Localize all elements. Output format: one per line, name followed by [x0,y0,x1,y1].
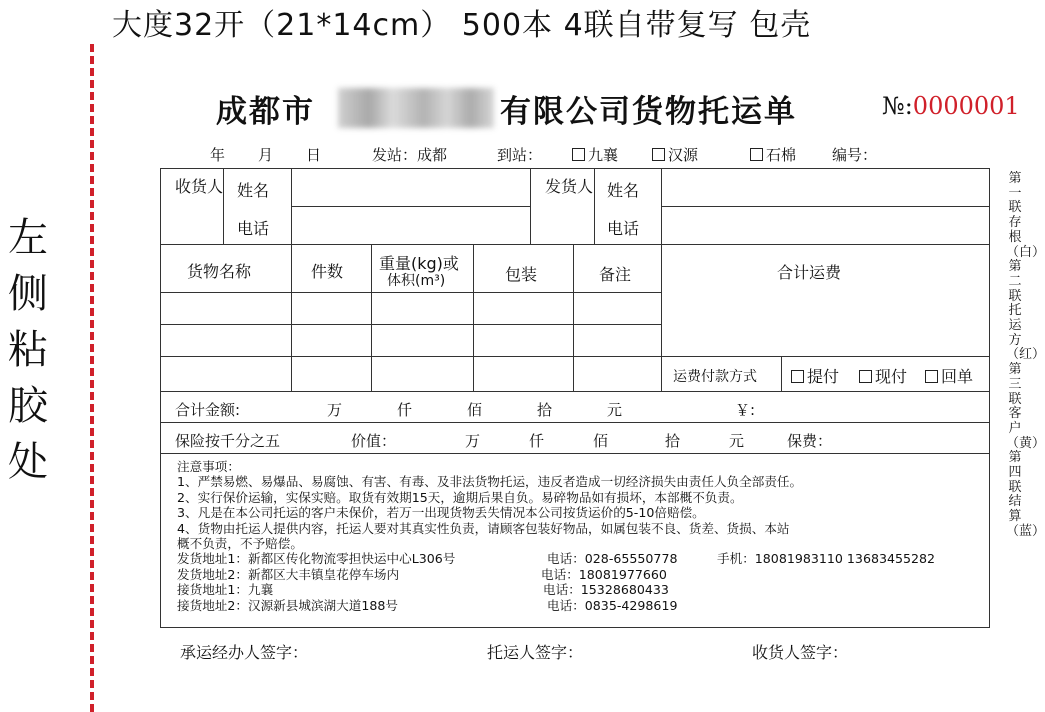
side-glue-label: 左侧粘胶处 [8,215,48,485]
shipper-name-label: 姓名 [607,181,640,200]
divider [161,391,990,392]
divider [573,244,574,391]
col-packing: 包装 [505,265,538,284]
insurance-bai: 佰 [593,432,609,450]
glue-cut-line [90,44,94,712]
pay-cash-label: 现付 [875,367,908,386]
pay-on-delivery-checkbox[interactable] [791,364,839,387]
divider [161,292,661,293]
col-weight-line2: 体积(m³) [387,273,446,289]
insurance-qian: 仟 [529,432,545,450]
divider [473,244,474,391]
pay-on-delivery-label: 提付 [807,367,840,386]
divider [661,169,662,391]
col-pieces: 件数 [311,262,344,281]
insurance-shi: 拾 [665,432,681,450]
ship-address-2: 发货地址2：新都区大丰镇皇花停车场内 [177,566,400,582]
consignor-signature-label: 托运人签字： [487,643,584,662]
divider [291,206,530,207]
divider [291,244,292,391]
consignee-phone-label: 电话 [237,219,270,238]
title-prefix: 成都市 [216,94,315,130]
amount-bai: 佰 [467,401,483,419]
ship-address-2-phone: 电话：18081977660 [541,566,667,582]
divider [161,356,661,357]
insurance-yuan: 元 [729,432,745,450]
address-row-4 [177,598,802,613]
checkbox-icon [925,370,938,383]
checkbox-icon [750,148,763,161]
dest-hanyuan-checkbox[interactable] [652,144,698,165]
note-4b: 概不负责，不予赔偿。 [177,536,303,552]
receive-address-2: 接货地址2：汉源新县城滨湖大道188号 [177,597,398,613]
dest-shimian-checkbox[interactable] [750,144,796,165]
serial-code-label: 编号： [832,146,878,164]
serial-number-value: 0000001 [912,92,1020,120]
insurance-value-label: 价值： [351,432,397,450]
from-station: 发站：成都 [372,146,448,164]
consignee-name-label: 姓名 [237,181,270,200]
dest-shimian-label: 石棉 [766,146,797,164]
dest-jiuxiang-checkbox[interactable] [572,144,618,165]
divider [291,169,292,244]
amount-yuan: 元 [607,401,623,419]
notes-block [177,459,936,613]
note-2: 2、实行保价运输，实保实赔。取货有效期15天，逾期后果自负。易碎物品如有损坏，本部概不负责。 [177,489,743,505]
carrier-signature-label: 承运经办人签字： [180,643,309,662]
dest-hanyuan-label: 汉源 [668,146,699,164]
amount-shi: 拾 [537,401,553,419]
waybill-form [160,168,990,628]
dest-jiuxiang-label: 九襄 [588,146,619,164]
divider [594,169,595,244]
insurance-wan: 万 [465,432,481,450]
receive-address-1-phone: 电话：15328680433 [543,582,669,598]
divider [223,169,224,244]
to-station-label: 到站： [497,146,543,164]
pay-receipt-checkbox[interactable] [925,364,973,387]
amount-yen: ￥: [735,401,756,419]
payment-method-label: 运费付款方式 [673,369,757,385]
print-spec: 大度32开（21*14cm） 500本 4联自带复写 包壳 [112,8,812,43]
notes-title: 注意事项： [177,459,240,474]
divider [161,453,990,454]
amount-qian: 仟 [397,401,413,419]
title-suffix: 有限公司货物托运单 [500,94,797,130]
ship-address-1: 发货地址1：新都区传化物流零担快运中心L306号 [177,551,456,567]
divider [161,422,990,423]
col-remarks: 备注 [599,265,632,284]
consignee-signature-label: 收货人签字： [752,643,849,662]
pay-cash-checkbox[interactable] [859,364,907,387]
address-row-2 [177,567,802,582]
checkbox-icon [572,148,585,161]
blurred-company-name [338,88,494,128]
divider [530,169,531,244]
total-amount-label: 合计金额: [175,401,241,419]
address-row-1 [177,551,936,567]
divider [781,356,782,391]
divider [371,244,372,391]
checkbox-icon [859,370,872,383]
serial-number-label: №: [882,92,913,120]
divider [661,356,990,357]
ship-address-1-mobile: 手机：18081983110 13683455282 [717,551,936,567]
serial-number [882,92,1020,120]
note-3: 3、凡是在本公司托运的客户未保价，若万一出现货物丢失情况本公司按货运价的5-10倍赔偿。 [177,505,705,521]
amount-wan: 万 [327,401,343,419]
shipper-label: 发货人 [545,177,594,196]
pay-receipt-label: 回单 [941,367,974,386]
insurance-label: 保险按千分之五 [175,432,281,450]
note-1: 1、严禁易燃、易爆品、易腐蚀、有害、有毒、及非法货物托运，违反者造成一切经济损失由责任人负全部责任。 [177,474,803,490]
divider [161,324,661,325]
day-label: 日 [306,146,322,164]
year-label: 年 [210,146,226,164]
receive-address-2-phone: 电话：0835-4298619 [547,597,678,613]
copy-color-legend: 第一联存根（白）第二联托运方（红）第三联客户（黄）第四联结算（蓝） [1006,171,1045,539]
shipper-phone-label: 电话 [607,219,640,238]
receive-address-1: 接货地址1：九襄 [177,582,274,598]
col-total-freight: 合计运费 [777,263,842,282]
insurance-fee-label: 保费： [787,432,833,450]
month-label: 月 [258,146,274,164]
divider [161,244,990,245]
consignee-label: 收货人 [175,177,224,196]
divider [661,206,990,207]
ship-address-1-phone: 电话：028-65550778 [547,551,678,567]
checkbox-icon [791,370,804,383]
col-weight-line1: 重量(kg)或 [379,254,459,273]
address-row-3 [177,582,802,597]
checkbox-icon [652,148,665,161]
note-4a: 4、货物由托运人提供内容，托运人要对其真实性负责，请顾客包装好物品，如属包装不良、货差、货损、本站 [177,520,790,536]
col-goods-name: 货物名称 [187,262,252,281]
